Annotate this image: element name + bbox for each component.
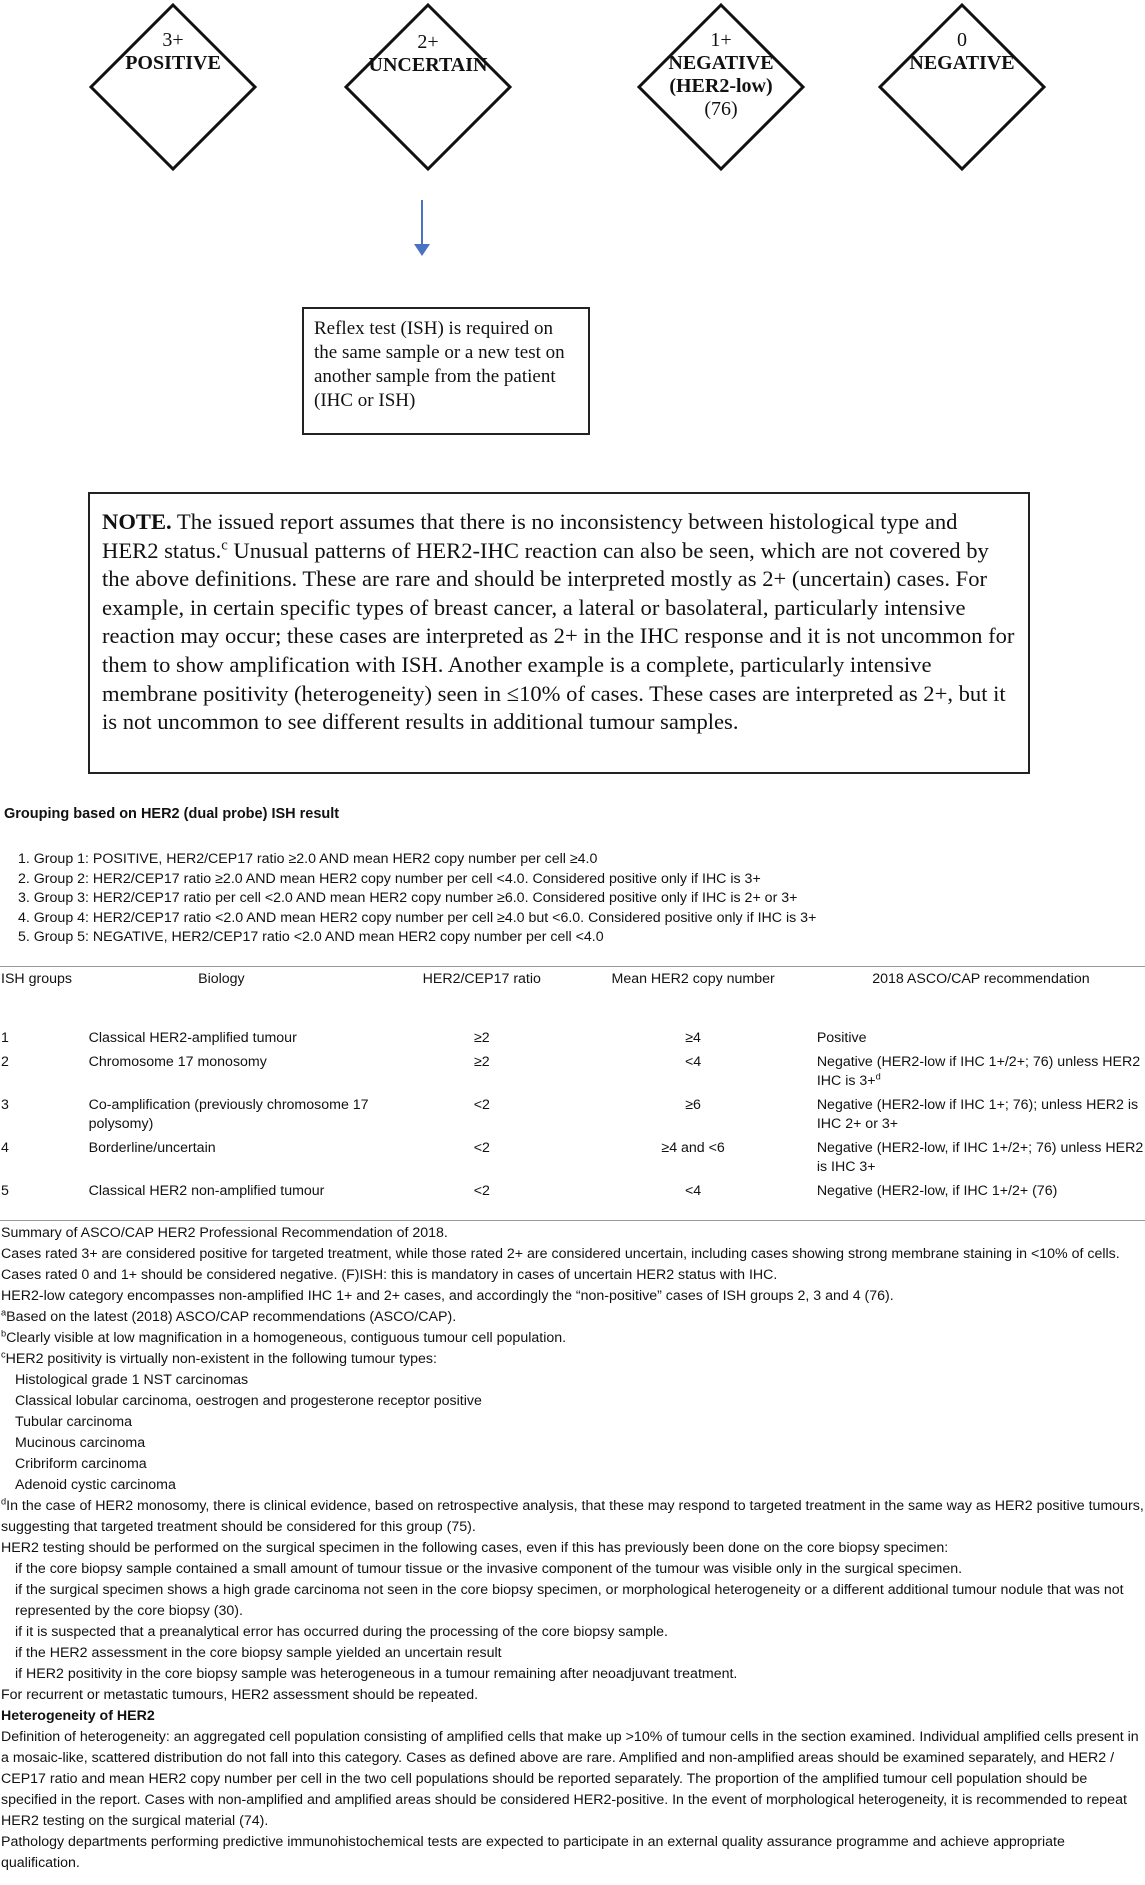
footnote-surgical: HER2 testing should be performed on the surgical specimen in the following cases, even if this has previously been done on the core biopsy specimen: <box>1 1540 949 1556</box>
note-lead: NOTE. <box>102 509 172 534</box>
list-item: Histological grade 1 NST carcinomas <box>15 1372 249 1388</box>
cell-recommendation: Positive <box>816 1030 867 1046</box>
diamond-score: 0 <box>957 29 967 51</box>
cell-biology: Classical HER2-amplified tumour <box>88 1030 297 1046</box>
list-item: 4. Group 4: HER2/CEP17 ratio <2.0 AND mean HER2 copy number per cell ≥4.0 but <6.0. Considered positive only if IHC is 3+ <box>18 909 817 926</box>
list-item: if it is suspected that a preanalytical error has occurred during the processing of the core biopsy sample. <box>15 1624 668 1640</box>
header-copy-number: Mean HER2 copy number <box>611 971 775 987</box>
list-item: Cribriform carcinoma <box>15 1456 147 1472</box>
cell-recommendation: Negative (HER2-low, if IHC 1+/2+; 76) unless HER2 is IHC 3+ <box>816 1140 1144 1175</box>
down-arrow-icon <box>410 200 434 260</box>
cell-ratio: ≥2 <box>473 1054 490 1070</box>
diamond-score: 1+ <box>710 29 732 51</box>
heterogeneity-text: Definition of heterogeneity: an aggregated cell population consisting of amplified cells that make up >10% of tumour cells in the section examined. Individual amplified cells present in a mosaic-like, scattered distribution do not fall into this category. Cases as defined above are rare. Amplified and non-amplified areas should be examined separately, and HER2 / CEP17 ratio and mean HER2 copy number per cell in the two cell populations should be reported separately. The proportion of the amplified tumour cell population should be specified in the report. Cases with non-amplified and amplified areas should be considered HER2-positive. In the event of morphological heterogeneity, it is recommended to repeat HER2 testing on the surgical material (74). <box>1 1729 1139 1829</box>
diamond-2plus <box>343 2 513 172</box>
list-item: 5. Group 5: NEGATIVE, HER2/CEP17 ratio <2.0 AND mean HER2 copy number per cell <4.0 <box>18 929 604 945</box>
header-recommendation: 2018 ASCO/CAP recommendation <box>872 971 1090 987</box>
list-item: 2. Group 2: HER2/CEP17 ratio ≥2.0 AND mean HER2 copy number per cell <4.0. Considered positive only if IHC is 3+ <box>18 870 761 887</box>
cell-group: 4 <box>1 1140 9 1156</box>
cell-recommendation: Negative (HER2-low if IHC 1+/2+; 76) unless HER2 IHC is 3+$^d$ <box>816 1054 1141 1089</box>
note-text-2: Unusual patterns of HER2-IHC reaction can also be seen, which are not covered by the above definitions. These are rare and should be interpreted mostly as 2+ (uncertain) cases. For example, in certain specific types of breast cancer, a lateral or basolateral, particularly intensive reaction may occur; these cases are interpreted as 2+ in the IHC response and it is not uncommon for them to show amplification with ISH. Another example is a complete, particularly intensive membrane positivity (heterogeneity) seen in ≤10% of cases. These cases are interpreted as 2+, but it is not uncommon to see different results in additional tumour samples. <box>102 537 1015 735</box>
cell-copy-number: ≥6 <box>685 1097 701 1113</box>
diamond-1plus <box>636 2 806 172</box>
cell-copy-number: ≥4 <box>685 1030 701 1046</box>
footnote-mark: d <box>875 1071 881 1082</box>
cell-group: 2 <box>1 1054 9 1070</box>
diamond-shape <box>877 2 1047 172</box>
footnote-recurrent: For recurrent or metastatic tumours, HER2 assessment should be repeated. <box>1 1687 479 1703</box>
list-item: Classical lobular carcinoma, oestrogen and progesterone receptor positive <box>15 1393 482 1409</box>
cell-ratio: <2 <box>473 1183 490 1199</box>
list-item: if HER2 positivity in the core biopsy sample was heterogeneous in a tumour remaining after neoadjuvant treatment. <box>15 1666 738 1682</box>
cell-ratio: ≥2 <box>473 1030 490 1046</box>
footnote-summary: Summary of ASCO/CAP HER2 Professional Recommendation of 2018. <box>1 1225 448 1241</box>
diamond-label: POSITIVE <box>125 52 221 74</box>
list-item: Mucinous carcinoma <box>15 1435 146 1451</box>
table-top-rule <box>0 966 1145 967</box>
table-row <box>0 1050 1145 1093</box>
header-biology: Biology <box>198 971 245 987</box>
footnote-pathology: Pathology departments performing predictive immunohistochemical tests are expected to participate in an external quality assurance programme and achieve appropriate qualification. <box>1 1834 1065 1871</box>
header-ratio: HER2/CEP17 ratio <box>422 971 541 987</box>
reflex-test-box <box>302 307 590 435</box>
diamond-reference: (76) <box>704 98 738 120</box>
cell-copy-number: <4 <box>685 1054 702 1070</box>
footnote-cases: Cases rated 3+ are considered positive for targeted treatment, while those rated 2+ are considered uncertain, including cases showing strong membrane staining in <10% of cells. Cases rated 0 and 1+ should be considered negative. (F)ISH: this is mandatory in cases of uncertain HER2 status with IHC. <box>1 1246 1120 1283</box>
ish-groups-table <box>0 970 1145 1203</box>
diamond-shape <box>343 2 513 172</box>
cell-group: 3 <box>1 1097 9 1113</box>
diamond-score: 3+ <box>162 29 184 51</box>
footnote-her2-low: HER2-low category encompasses non-amplified IHC 1+ and 2+ cases, and accordingly the “non-positive” cases of ISH groups 2, 3 and 4 (76). <box>1 1288 894 1304</box>
cell-biology: Borderline/uncertain <box>88 1140 216 1156</box>
list-item: if the surgical specimen shows a high grade carcinoma not seen in the core biopsy specimen, or morphological heterogeneity or a different additional tumour nodule that was not represented by the core biopsy (30). <box>15 1582 1124 1619</box>
heterogeneity-title: Heterogeneity of HER2 <box>1 1708 155 1724</box>
cell-group: 1 <box>1 1030 9 1046</box>
table-row <box>0 1179 1145 1203</box>
header-ish-groups: ISH groups <box>1 971 72 987</box>
cell-biology: Classical HER2 non-amplified tumour <box>88 1183 325 1199</box>
table-row <box>0 1136 1145 1179</box>
table-row <box>0 1093 1145 1136</box>
grouping-title: Grouping based on HER2 (dual probe) ISH result <box>4 806 340 822</box>
cell-biology: Chromosome 17 monosomy <box>88 1054 267 1070</box>
diamond-0 <box>877 2 1047 172</box>
note-text-1: The issued report assumes that there is no inconsistency between histological type and HER2 status. <box>102 509 958 563</box>
list-item: 1. Group 1: POSITIVE, HER2/CEP17 ratio ≥2.0 AND mean HER2 copy number per cell ≥4.0 <box>18 851 598 867</box>
footnote-c: $^c$HER2 positivity is virtually non-existent in the following tumour types: <box>1 1349 437 1367</box>
list-item: 3. Group 3: HER2/CEP17 ratio per cell <2.0 AND mean HER2 copy number ≥6.0. Considered positive only if IHC is 2+ or 3+ <box>18 890 798 906</box>
footnotes <box>1 1223 1144 1874</box>
diamond-shape <box>88 2 258 172</box>
footnote-a: $^a$Based on the latest (2018) ASCO/CAP recommendations (ASCO/CAP). <box>1 1307 457 1325</box>
cell-biology: Co-amplification (previously chromosome 17 polysomy) <box>88 1097 369 1132</box>
table-row <box>0 1026 1145 1050</box>
cell-group: 5 <box>1 1183 9 1199</box>
list-item: Tubular carcinoma <box>15 1414 132 1430</box>
cell-recommendation: Negative (HER2-low, if IHC 1+/2+ (76) <box>816 1183 1058 1199</box>
note-footnote-mark: c <box>221 537 228 554</box>
cell-ratio: <2 <box>473 1140 490 1156</box>
cell-copy-number: <4 <box>685 1183 702 1199</box>
diamond-label: NEGATIVE <box>909 52 1015 74</box>
diamond-sublabel: (HER2-low) <box>669 75 773 97</box>
grouping-list <box>18 850 816 948</box>
table-header-row <box>0 970 1145 1026</box>
cell-recommendation: Negative (HER2-low if IHC 1+; 76); unless HER2 is IHC 2+ or 3+ <box>816 1097 1139 1132</box>
note-box <box>88 492 1030 774</box>
cell-copy-number: ≥4 and <6 <box>661 1140 725 1156</box>
diamond-3plus <box>88 2 258 172</box>
list-item: Adenoid cystic carcinoma <box>15 1477 176 1493</box>
footnote-d: $^d$In the case of HER2 monosomy, there is clinical evidence, based on retrospective analysis, that these may respond to targeted treatment in the same way as HER2 positive tumours, suggesting that targeted treatment should be considered for this group (75). <box>1 1496 1144 1535</box>
list-item: if the core biopsy sample contained a small amount of tumour tissue or the invasive component of the tumour was visible only in the surgical specimen. <box>15 1561 963 1577</box>
cell-ratio: <2 <box>473 1097 490 1113</box>
list-item: if the HER2 assessment in the core biopsy sample yielded an uncertain result <box>15 1645 502 1661</box>
footnote-b: $^b$Clearly visible at low magnification in a homogeneous, contiguous tumour cell population. <box>1 1328 567 1346</box>
diamond-score: 2+ <box>417 31 439 53</box>
table-bottom-rule <box>0 1220 1145 1221</box>
diamond-label: UNCERTAIN <box>368 54 488 76</box>
diamond-label: NEGATIVE <box>668 52 774 74</box>
reflex-test-text: Reflex test (ISH) is required on the same sample or a new test on another sample from the patient (IHC or ISH) <box>314 318 565 411</box>
